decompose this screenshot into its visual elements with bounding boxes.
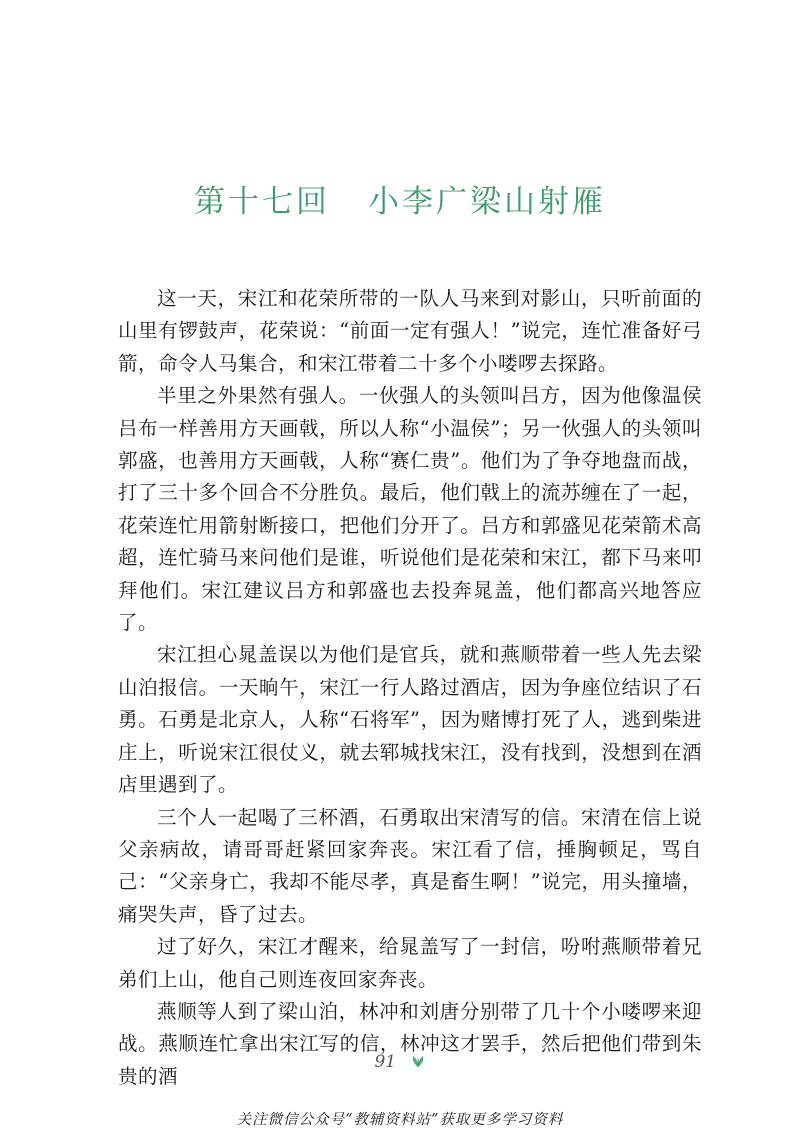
paragraph: 半里之外果然有强人。一伙强人的头领叫吕方，因为他像温侯吕布一样善用方天画戟，所以人称“小温侯”；另一伙强人的头领叫郭盛，也善用方天画戟，人称“赛仁贵”。他们为了争夺地盘而战，打了三十多个回合不分胜负。最后，他们戟上的流苏缠在了一起，花荣连忙用箭射断接口，把他们分开了。吕方和郭盛见花荣箭术高超，连忙骑马来问他们是谁，听说他们是花荣和宋江，都下马来叩拜他们。宋江建议吕方和郭盛也去投奔晁盖，他们都高兴地答应了。 <box>118 384 702 635</box>
paragraph: 三个人一起喝了三杯酒，石勇取出宋清写的信。宋清在信上说父亲病故，请哥哥赶紧回家奔丧。宋江看了信，捶胸顿足，骂自己：“父亲身亡，我却不能尽孝，真是畜生啊！”说完，用头撞墙，痛哭失声，昏了过去。 <box>118 805 702 926</box>
chapter-number: 第十七回 <box>194 184 330 220</box>
chapter-title <box>0 176 800 221</box>
page-number-row <box>0 1052 800 1073</box>
chapter-name: 小李广梁山射雁 <box>368 184 606 220</box>
footer-note: 关注微信公众号“教辅资料站”获取更多学习资料 <box>236 1112 564 1128</box>
paragraph: 这一天，宋江和花荣所带的一队人马来到对影山，只听前面的山里有锣鼓声，花荣说：“前面一定有强人！”说完，连忙准备好弓箭，命令人马集合，和宋江带着二十多个小喽啰去探路。 <box>118 287 702 375</box>
chapter-body <box>118 283 702 1093</box>
paragraph: 过了好久，宋江才醒来，给晁盖写了一封信，吩咐燕顺带着兄弟们上山，他自己则连夜回家奔丧。 <box>118 935 702 991</box>
page-number: 91 <box>374 1052 397 1072</box>
leaf-icon <box>410 1053 426 1073</box>
paragraph: 燕顺等人到了梁山泊，林冲和刘唐分别带了几十个小喽啰来迎战。燕顺连忙拿出宋江写的信，林冲这才罢手，然后把他们带到朱贵的酒 <box>118 999 702 1088</box>
paragraph: 宋江担心晁盖误以为他们是官兵，就和燕顺带着一些人先去梁山泊报信。一天晌午，宋江一行人路过酒店，因为争座位结识了石勇。石勇是北京人，人称“石将军”，因为赌博打死了人，逃到柴进庄上，听说宋江很仗义，就去郓城找宋江，没有找到，没想到在酒店里遇到了。 <box>118 643 702 797</box>
